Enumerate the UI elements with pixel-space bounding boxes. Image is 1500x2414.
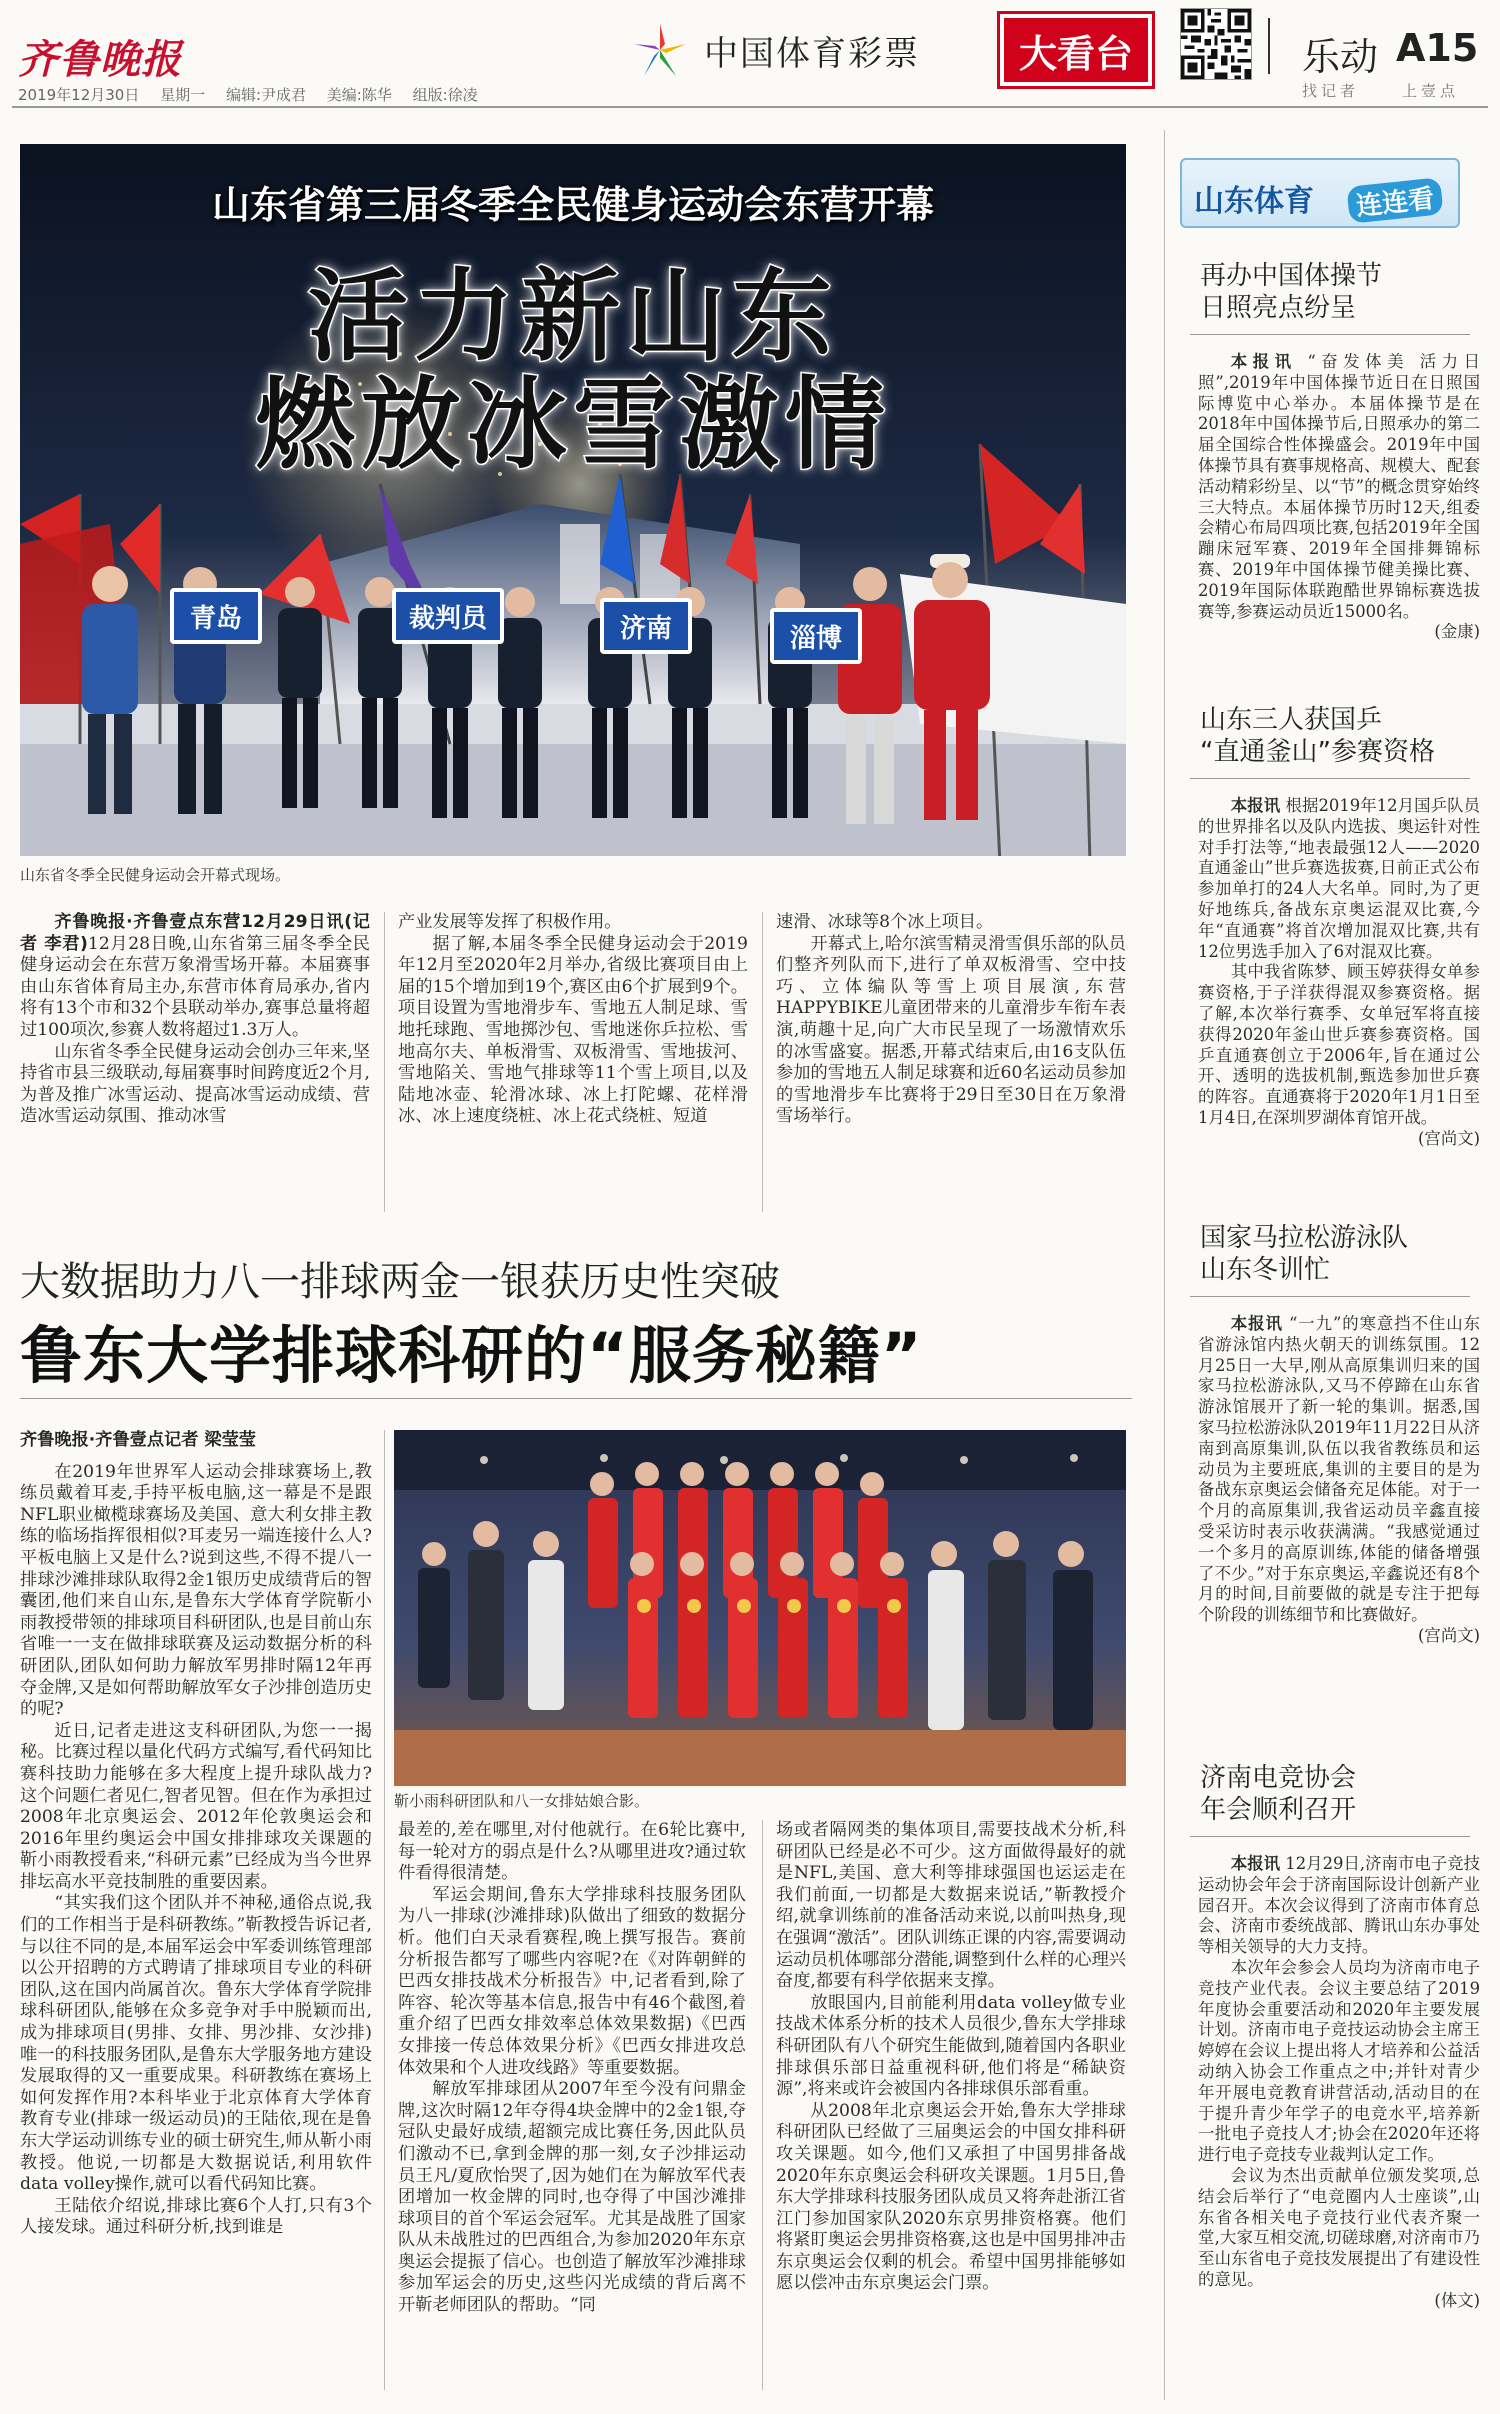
sidebar-item-title[interactable] — [1200, 260, 1382, 324]
sign-zibo: 淄博 — [770, 608, 862, 664]
page-number: A15 — [1396, 26, 1479, 70]
article2-col2-para-2: 军运会期间,鲁东大学排球科技服务团队为八一排球(沙滩排球)队做出了细致的数据分析。他们白天录看赛程,晚上撰写报告。赛前分析报告都写了哪些内容呢?在《对阵朝鲜的巴西女排技战术分析报告》中,记者看到,除了阵容、轮次等基本信息,报告中有46个截图,着重介绍了巴西女排效率总体效果数据)《巴西女排接一传总体效果分析》《巴西女排进攻总体效果和个人进攻线路》等重要数据。 — [398, 1884, 746, 2078]
sidebar-item-lead: 本报讯 — [1230, 796, 1281, 815]
sidebar-item-title-line: 再办中国体操节 — [1200, 261, 1383, 291]
article1-subtitle: 山东省第三届冬季全民健身运动会东营开幕 — [211, 183, 934, 227]
newspaper-logo[interactable]: 齐鲁晚报 — [18, 36, 182, 83]
sidebar-header-tag: 连连看 — [1346, 177, 1443, 224]
article2-col3-para-3: 从2008年北京奥运会开始,鲁东大学排球科研团队已经做了三届奥运会的中国女排科研攻关课题。如今,他们又承担了中国男排备战2020年东京奥运会科研攻关课题。1月5日,鲁东大学排球科技服务团队成员又将奔赴浙江省江门参加国家队2020东京男排资格赛。他们将紧盯奥运会男排资格赛,这也是中国男排冲击东京奥运会仅剩的机会。希望中国男排能够如愿以偿冲击东京奥运会门票。 — [776, 2100, 1126, 2294]
sidebar-header-main: 山东体育 — [1194, 184, 1314, 219]
article2-rule — [20, 1398, 1132, 1399]
editor-credit: 编辑:尹成君 — [225, 86, 306, 104]
app-label[interactable]: 上壹点 — [1402, 82, 1460, 100]
article1-col2a-text: 产业发展等发挥了积极作用。 — [398, 912, 622, 932]
article1-column-1 — [20, 912, 370, 1232]
sidebar-item-title-line: 国家马拉松游泳队 — [1200, 1223, 1409, 1253]
opening-photo-caption: 山东省冬季全民健身运动会开幕式现场。 — [20, 866, 291, 884]
sports-lottery-banner[interactable] — [630, 20, 920, 80]
qr-code-icon[interactable] — [1180, 8, 1252, 80]
sidebar-item-text: “奋发体美 活力日照”,2019年中国体操节近日在日照国际博览中心举办。本届体操节是在2018年中国体操节后,日照承办的第二届全国综合性体操盛会。2019年中国体操节具有赛事规格高、规模大、配套活动精彩纷呈、以“节”的概念贯穿始终三大特点。本届体操节历时12天,组委会精心布局四项比赛,包括2019年全国蹦床冠军赛、2019年全国排舞锦标赛、2019年中国体操节健美操比赛、2019年国际体联跑酷世界锦标赛选拔赛等,参赛运动员近15000名。 — [1198, 352, 1480, 621]
column-rule — [384, 1430, 385, 2390]
sidebar-item-text: 12月29日,济南市电子竞技运动协会年会于济南国际设计创新产业园召开。本次会议得到了济南市体育总会、济南市委统战部、腾讯山东办事处等相关领导的大力支持。 — [1198, 1854, 1480, 1957]
sidebar-item-rule — [1190, 778, 1470, 779]
sidebar-item-body — [1198, 1854, 1480, 2400]
article2-title[interactable]: 鲁东大学排球科研的“服务秘籍” — [20, 1319, 923, 1392]
sidebar-item-author: (金康) — [1434, 622, 1480, 642]
article1-title-line1: 活力新山东 — [308, 258, 838, 375]
article1-col1b-text: 山东省冬季全民健身运动会创办三年来,坚持省市县三级联动,每届赛事时间跨度近2个月,为普及推广冰雪运动、提高冰雪运动成绩、营造冰雪运动氛围、推动冰雪 — [20, 1041, 370, 1127]
section-name: 乐动 — [1302, 35, 1379, 79]
sidebar-rule — [1164, 130, 1165, 2400]
sidebar-item-author: (宫尚文) — [1418, 1625, 1480, 1645]
column-rule — [762, 912, 763, 1212]
article2-col2-para-1: 最差的,差在哪里,对付他就行。在6轮比赛中,每一轮对方的弱点是什么?从哪里进攻?通过软件看得很清楚。 — [398, 1820, 746, 1884]
column-rule — [762, 1820, 763, 2390]
sidebar-item-text: “一九”的寒意挡不住山东省游泳馆内热火朝天的训练氛围。12月25日一大早,刚从高原集训归来的国家马拉松游泳队,又马不停蹄在山东省游泳馆展开了新一轮的集训。据悉,国家马拉松游泳队2019年11月22日从济南到高原集训,队伍以我省教练员和运动员为主要班底,集训的主要目的是为备战东京奥运会储备充足体能。对于一个月的高原集训,我省运动员辛鑫直接受采访时表示收获满满。“我感觉通过一个多月的高原训练,体能的储备增强了不少。”对于东京奥运,辛鑫说还有8个月的时间,目前要做的就是专注于把每个阶段的训练细节和比赛做好。 — [1198, 1314, 1480, 1625]
sidebar-item-text: 根据2019年12月国乒队员的世界排名以及队内选拔、奥运针对性对手打法等,“地表最强12人——2020直通釜山”世乒赛选拔赛,日前正式公布参加单打的24人大名单。同时,为了更好地练兵,备战东京奥运混双比赛,今年“直通赛”将首次增加混双比赛,共有12位男选手加入了6对混双比赛。 — [1198, 796, 1480, 961]
sign-jinan: 济南 — [600, 598, 692, 654]
header-rule — [12, 106, 1488, 108]
article2-col1-para-2: 近日,记者走进这支科研团队,为您一一揭秘。比赛过程以量化代码方式编写,看代码知比赛科技助力能够在多大程度上提升球队战力?这个问题仁者见仁,智者见智。但在作为承担过2008年北京奥运会、2012年伦敦奥运会和2016年里约奥运会中国女排排球攻关课题的靳小雨教授看来,“科研元素”已经成为当今世界排坛高水平竞技制胜的重要因素。 — [20, 1720, 372, 1892]
opening-ceremony-photo — [20, 144, 1126, 856]
sidebar-item-text: 其中我省陈梦、顾玉婷获得女单参赛资格,于子洋获得混双参赛资格。据了解,本次举行赛季、女单冠军将直接获得2020年釜山世乒赛参赛资格。国乒直通赛创立于2006年,旨在通过公开、透明的选拔机制,甄选参加世乒赛的阵容。直通赛将于2020年1月1日至1月4日,在深圳罗湖体育馆开战。 — [1198, 962, 1480, 1127]
sidebar-item-rule — [1190, 1296, 1470, 1297]
article1-column-2 — [398, 912, 748, 1232]
sidebar-item-lead: 本报讯 — [1230, 352, 1297, 371]
article2-column-3 — [776, 1820, 1126, 2400]
sidebar-item-author: (宫尚文) — [1418, 1128, 1480, 1148]
sidebar-item-rule — [1190, 1836, 1470, 1837]
article1-col1-text: 12月28日晚,山东省第三届冬季全民健身运动会在东营万象滑雪场开幕。本届赛事由山东省体育局主办,东营市体育局承办,省内将有13个市和32个县联动举办,赛事总量将超过100项次,参赛人数将超过1.3万人。 — [20, 933, 370, 1040]
article1-byline: 齐鲁晚报·齐鲁壹点东营12月29日讯(记者 李君) — [20, 912, 370, 954]
sidebar-item-title-line: 济南电竞协会 — [1200, 1763, 1357, 1793]
sidebar-item-title-line: “直通釜山”参赛资格 — [1200, 737, 1435, 767]
page-header — [0, 0, 1500, 110]
column-rule — [384, 912, 385, 1212]
sidebar-item-text: 会议为杰出贡献单位颁发奖项,总结会后举行了“电竞圈内人士座谈”,山东省各相关电子竞技行业代表齐聚一堂,大家互相交流,切磋球磨,对济南市乃至山东省电子竞技发展提出了有建设性的意见。 — [1198, 2165, 1480, 2289]
sidebar-item-rule — [1190, 334, 1470, 335]
article2-column-2 — [398, 1820, 746, 2400]
article1-col3a-text: 速滑、冰球等8个冰上项目。 — [776, 912, 994, 932]
sidebar-item-title[interactable] — [1200, 1222, 1408, 1286]
issue-meta — [18, 84, 494, 105]
sidebar-item-text: 本次年会参会人员均为济南市电子竞技产业代表。会议主要总结了2019年度协会重要活动和2020年主要发展计划。济南市电子竞技运动协会主席王婷婷在会议上提出将人才培养和公益活动纳入协会工作重点之中;并针对青少年开展电竞教育讲营活动,活动目的在于提升青少年学子的电竞水平,培养新一批电子竞技人才;协会在2020年还将进行电子竞技专业裁判认定工作。 — [1198, 1957, 1480, 2165]
issue-date: 2019年12月30日 — [18, 86, 140, 104]
feature-badge: 大看台 — [1000, 14, 1152, 86]
sidebar-item-title[interactable] — [1200, 1762, 1356, 1826]
sidebar-item-lead: 本报讯 — [1230, 1854, 1281, 1873]
article2-col1-para-4: 王陆依介绍说,排球比赛6个人打,只有3个人接发球。通过科研分析,找到谁是 — [20, 2195, 372, 2238]
article2-col3-para-2: 放眼国内,目前能利用data volley做专业技战术体系分析的技术人员很少,鲁东大学排球科研团队有八个研究生能做到,随着国内各职业排球俱乐部日益重视科研,他们将是“稀缺资源”,将来或许会被国内各排球俱乐部看重。 — [776, 1992, 1126, 2100]
sign-referee: 裁判员 — [392, 588, 504, 644]
article1-col3b-text: 开幕式上,哈尔滨雪精灵滑雪俱乐部的队员们整齐列队而下,进行了单双板滑雪、空中技巧、立体编队等雪上项目展演,东营HAPPYBIKE儿童团带来的儿童滑步车衔车表演,萌趣十足,向广大市民呈现了一场激情欢乐的冰雪盛宴。据悉,开幕式结束后,由16支队伍参加的雪地五人制足球赛和近60名运动员参加的雪地滑步车比赛将于29日至30日在万象滑雪场举行。 — [776, 933, 1126, 1127]
article2-col3-para-1: 场或者隔网类的集体项目,需要技战术分析,科研团队已经是必不可少。这方面做得最好的就是NFL,美国、意大利等排球强国也运运走在我们前面,一切都是大数据来说话,”靳教授介绍,就拿训练前的准备活动来说,以前叫热身,现在强调“激活”。团队训练正课的内容,需要调动运动员机体哪部分潜能,调整到什么样的心理兴奋度,都要有科学依据来支撑。 — [776, 1820, 1126, 1992]
header-divider — [1268, 18, 1270, 74]
sign-qingdao: 青岛 — [170, 588, 262, 644]
article2-byline: 齐鲁晚报·齐鲁壹点记者 梁莹莹 — [20, 1430, 256, 1450]
article1-title-line2: 燃放冰雪激情 — [255, 366, 891, 483]
lottery-star-icon — [630, 20, 690, 80]
sidebar-item-title-line: 日照亮点纷呈 — [1200, 293, 1357, 323]
sidebar-header — [1180, 158, 1460, 228]
lottery-label: 中国体育彩票 — [704, 33, 920, 74]
designer-credit: 美编:陈华 — [326, 86, 392, 104]
sidebar-item-body — [1198, 1314, 1480, 1748]
volleyball-team-photo — [394, 1430, 1126, 1786]
issue-weekday: 星期一 — [160, 86, 206, 104]
team-scene — [394, 1430, 1126, 1786]
article1-col2b-text: 据了解,本届冬季全民健身运动会于2019年12月至2020年2月举办,省级比赛项目由上届的15个增加到19个,赛区由6个扩展到9个。项目设置为雪地滑步车、雪地五人制足球、雪地托球跑、雪地掷沙包、雪地迷你乒拉松、雪地高尔夫、单板滑雪、双板滑雪、雪地拔河、雪地陷关、雪地气排球等11个雪上项目,以及陆地冰壶、轮滑冰球、冰上打陀螺、花样滑冰、冰上速度绕桩、冰上花式绕桩、短道 — [398, 933, 748, 1127]
sidebar-item-title-line: 山东冬训忙 — [1200, 1255, 1331, 1285]
sidebar-item-body — [1198, 352, 1480, 682]
sidebar-item-title[interactable] — [1200, 704, 1435, 768]
sidebar-item-author: (体文) — [1434, 2290, 1480, 2310]
article2-kicker: 大数据助力八一排球两金一银获历史性突破 — [20, 1259, 780, 1305]
article2-column-1 — [20, 1430, 372, 2400]
sidebar-item-lead: 本报讯 — [1230, 1314, 1283, 1333]
find-reporter-label[interactable]: 找记者 — [1302, 82, 1360, 100]
sidebar-item-body — [1198, 796, 1480, 1210]
article1-column-3 — [776, 912, 1126, 1232]
sidebar-item-title-line: 年会顺利召开 — [1200, 1795, 1357, 1825]
article2-col2-para-3: 解放军排球团从2007年至今没有问鼎金牌,这次时隔12年夺得4块金牌中的2金1银,夺冠队史最好成绩,超额完成比赛任务,因此队员们激动不已,拿到金牌的那一刻,女子沙排运动员王凡/夏欣怡哭了,因为她们在为解放军代表团增加一枚金牌的同时,也夺得了中国沙滩排球项目的首个军运会冠军。尤其是战胜了国家队从未战胜过的巴西组合,为参加2020年东京奥运会提振了信心。也创造了解放军沙滩排球参加军运会的历史,这些闪光成绩的背后离不开靳老师团队的帮助。“同 — [398, 2079, 746, 2316]
team-photo-caption: 靳小雨科研团队和八一女排姑娘合影。 — [394, 1792, 650, 1810]
layout-credit: 组版:徐凌 — [412, 86, 478, 104]
article2-col1-para-3: “其实我们这个团队并不神秘,通俗点说,我们的工作相当于是科研教练。”靳教授告诉记者,与以往不同的是,本届军运会中军委训练管理部以公开招聘的方式聘请了排球项目专业的科研团队,这在国内尚属首次。鲁东大学体育学院排球科研团队,能够在众多竞争对手中脱颖而出,成为排球项目(男排、女排、男沙排、女沙排)唯一的科技服务团队,是鲁东大学服务地方建设发展取得的又一重要成果。科研教练在赛场上如何发挥作用?本科毕业于北京体育大学体育教育专业(排球一级运动员)的王陆依,现在是鲁东大学运动训练专业的硕士研究生,师从靳小雨教授。他说,一切都是大数据说话,利用软件data volley操作,就可以看代码知比赛。 — [20, 1893, 372, 2195]
article2-col1-para-1: 在2019年世界军人运动会排球赛场上,教练员戴着耳麦,手持平板电脑,这一幕是不是跟NFL职业橄榄球赛场及美国、意大利女排主教练的临场指挥很相似?耳麦另一端连接什么人?平板电脑上又是什么?说到这些,不得不提八一排球沙滩排球队取得2金1银历史成绩背后的智囊团,他们来自山东,是鲁东大学体育学院靳小雨教授带领的排球项目科研团队,也是目前山东省唯一一支在做排球联赛及运动数据分析的科研团队,团队如何助力解放军男排时隔12年再夺金牌,又是如何帮助解放军女子沙排创造历史的呢? — [20, 1461, 372, 1720]
sidebar-item-title-line: 山东三人获国乒 — [1200, 705, 1383, 735]
